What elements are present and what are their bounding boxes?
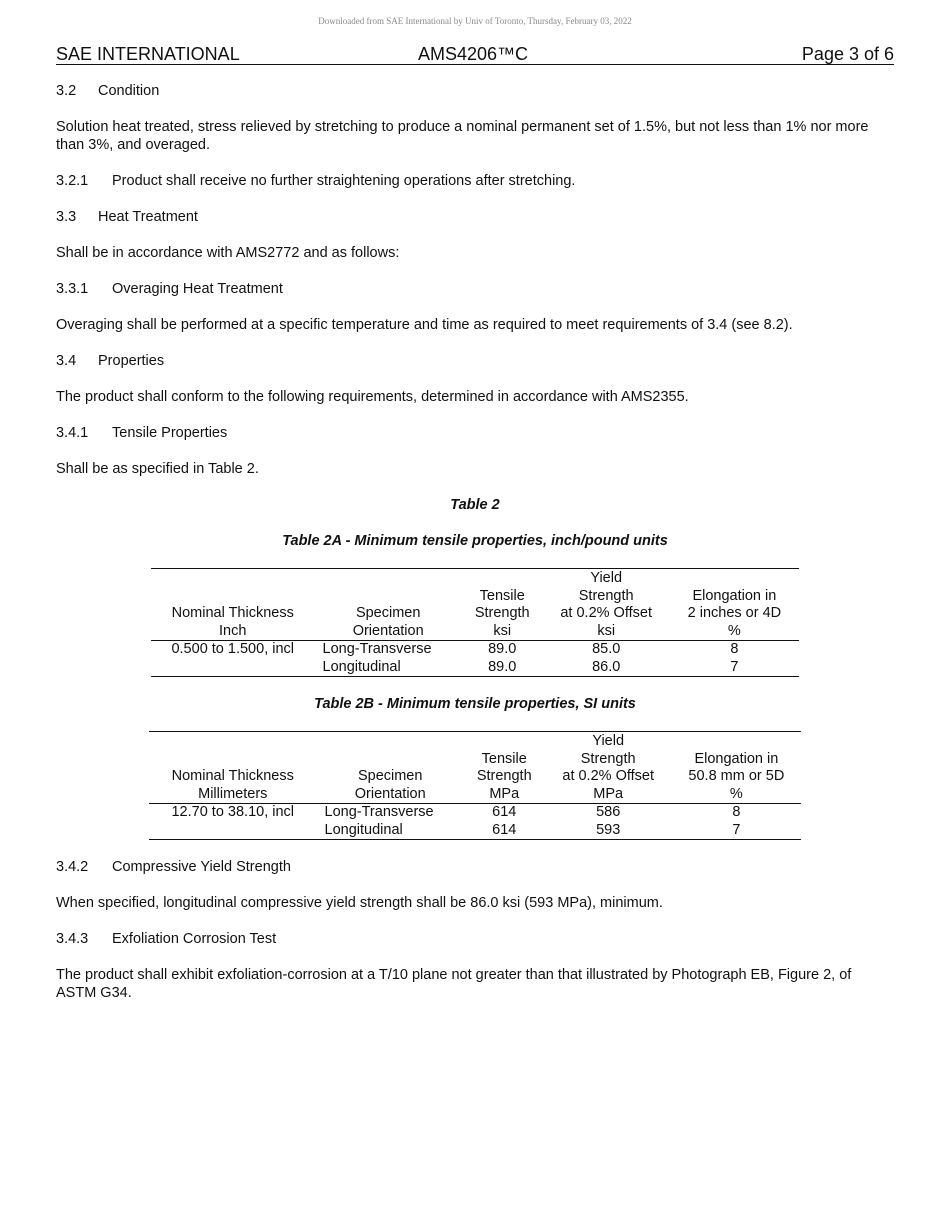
header-thickness: Nominal Thickness Millimeters bbox=[171, 768, 294, 802]
cell-elongation: 8 bbox=[730, 641, 739, 657]
section-number: 3.4.2 bbox=[56, 859, 89, 875]
section-text: Product shall receive no further straightening operations after stretching. bbox=[112, 173, 576, 189]
cell-orientation: Long-Transverse bbox=[322, 641, 432, 657]
cell-thickness: 0.500 to 1.500, incl bbox=[171, 641, 295, 657]
cell-elongation: 7 bbox=[732, 821, 741, 838]
section-title: Tensile Properties bbox=[112, 425, 228, 441]
header-page-number: Page 3 of 6 bbox=[801, 44, 894, 64]
section-number: 3.4.3 bbox=[56, 931, 89, 947]
header-doc-id: AMS4206™C bbox=[418, 44, 529, 64]
section-3-4-heading bbox=[56, 352, 894, 370]
document-body bbox=[56, 82, 894, 1020]
header-tensile: Tensile Strength ksi bbox=[474, 587, 530, 639]
section-3-2-1 bbox=[56, 172, 894, 190]
header-tensile: Tensile Strength MPa bbox=[476, 750, 532, 802]
section-3-4-3-heading bbox=[56, 930, 894, 948]
cell-tensile: 89.0 bbox=[488, 641, 517, 657]
section-3-4-1-heading bbox=[56, 424, 894, 442]
section-3-4-text: The product shall conform to the following requirements, determined in accordance with AMS2355. bbox=[56, 389, 689, 405]
section-title: Condition bbox=[98, 83, 160, 99]
header-org: SAE INTERNATIONAL bbox=[56, 44, 240, 64]
table-row bbox=[149, 822, 801, 840]
section-number: 3.4.1 bbox=[56, 425, 89, 441]
section-title: Exfoliation Corrosion Test bbox=[112, 931, 277, 947]
section-number: 3.3.1 bbox=[56, 281, 89, 297]
section-3-3-heading bbox=[56, 208, 894, 226]
cell-yield: 593 bbox=[596, 821, 621, 838]
cell-elongation: 7 bbox=[730, 658, 739, 675]
header-elongation: Elongation in 50.8 mm or 5D % bbox=[688, 750, 785, 802]
table-2-title: Table 2 bbox=[450, 497, 500, 513]
table-2b bbox=[149, 731, 801, 840]
section-3-4-2-heading bbox=[56, 858, 894, 876]
section-3-4-2-text: When specified, longitudinal compressive yield strength shall be 86.0 ksi (593 MPa), minimum. bbox=[56, 895, 663, 911]
section-title: Compressive Yield Strength bbox=[112, 859, 291, 875]
cell-yield: 86.0 bbox=[592, 658, 621, 675]
header-yield: Yield Strength at 0.2% Offset ksi bbox=[560, 570, 652, 639]
cell-thickness bbox=[149, 822, 317, 840]
header-elongation: Elongation in 2 inches or 4D % bbox=[687, 587, 782, 639]
cell-orientation: Longitudinal bbox=[322, 658, 401, 675]
section-number: 3.3 bbox=[56, 209, 77, 225]
table-row bbox=[151, 641, 799, 659]
cell-thickness bbox=[151, 659, 315, 677]
cell-orientation: Longitudinal bbox=[324, 821, 403, 838]
cell-tensile: 614 bbox=[492, 804, 517, 820]
table-2b-title: Table 2B - Minimum tensile properties, SI units bbox=[314, 696, 636, 712]
section-3-3-text: Shall be in accordance with AMS2772 and as follows: bbox=[56, 245, 400, 261]
header-orientation: Specimen Orientation bbox=[352, 605, 424, 639]
section-title: Heat Treatment bbox=[98, 209, 198, 225]
section-title: Properties bbox=[98, 353, 165, 369]
section-3-4-1-text: Shall be as specified in Table 2. bbox=[56, 461, 259, 477]
section-3-3-1-heading bbox=[56, 280, 894, 298]
table-2a-title: Table 2A - Minimum tensile properties, inch/pound units bbox=[282, 533, 668, 549]
section-title: Overaging Heat Treatment bbox=[112, 281, 283, 297]
section-3-4-3-text: The product shall exhibit exfoliation-corrosion at a T/10 plane not greater than that illustrated by Photograph EB, Figure 2, of ASTM G34. bbox=[56, 967, 852, 1001]
header-yield: Yield Strength at 0.2% Offset MPa bbox=[562, 733, 654, 802]
header-orientation: Specimen Orientation bbox=[354, 768, 426, 802]
cell-yield: 586 bbox=[596, 804, 621, 820]
cell-tensile: 89.0 bbox=[488, 658, 517, 675]
section-3-3-1-text: Overaging shall be performed at a specific temperature and time as required to meet requirements of 3.4 (see 8.2). bbox=[56, 317, 793, 333]
section-number: 3.2 bbox=[56, 83, 77, 99]
cell-yield: 85.0 bbox=[592, 641, 621, 657]
table-2a bbox=[151, 568, 799, 677]
table-row bbox=[149, 804, 801, 822]
page-header bbox=[56, 44, 894, 65]
download-watermark: Downloaded from SAE International by Univ of Toronto, Thursday, February 03, 2022 bbox=[318, 16, 632, 26]
header-thickness: Nominal Thickness Inch bbox=[171, 605, 294, 639]
section-number: 3.4 bbox=[56, 353, 77, 369]
table-row bbox=[151, 659, 799, 677]
section-3-2-text: Solution heat treated, stress relieved by stretching to produce a nominal permanent set of 1.5%, but not less than 1% nor more than 3%, and overaged. bbox=[56, 119, 869, 153]
cell-thickness: 12.70 to 38.10, incl bbox=[171, 804, 295, 820]
section-3-2-heading bbox=[56, 82, 894, 100]
section-number: 3.2.1 bbox=[56, 173, 89, 189]
cell-orientation: Long-Transverse bbox=[324, 804, 434, 820]
cell-tensile: 614 bbox=[492, 821, 517, 838]
cell-elongation: 8 bbox=[732, 804, 741, 820]
